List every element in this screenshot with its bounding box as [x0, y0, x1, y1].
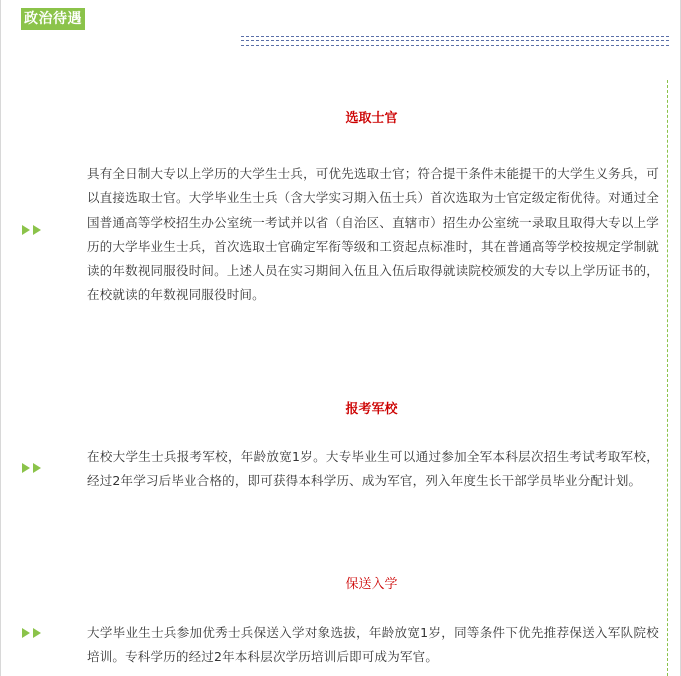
section-paragraph-recommended-admission: 大学毕业生士兵参加优秀士兵保送入学对象选拔，年龄放宽1岁，同等条件下优先推荐保送入军队院校培训。专科学历的经过2年本科层次学历培训后即可成为军官。 [87, 625, 659, 665]
section-paragraph-select-nco: 具有全日制大专以上学历的大学生士兵，可优先选取士官；符合提干条件未能提干的大学生义务兵，可以直接选取士官。大学毕业生士兵（含大学实习期入伍士兵）首次选取为士官定级定衔优待。对通过全国普通高等学校招生办公室统一考试并以省（自治区、直辖市）招生办公室统一录取且取得大专以上学历的大学毕业生士兵，首次选取士官确定军衔等级和工资起点标准时，其在普通高等学校按规定学制就读的年数视同服役时间。上述人员在实习期间入伍且入伍后取得就读院校颁发的大专以上学历证书的，在校就读的年数视同服役时间。 [87, 166, 659, 303]
section-title-military-academy: 报考军校 [345, 402, 398, 417]
header-divider [241, 36, 669, 46]
double-arrow-icon [22, 628, 44, 638]
section-paragraph-military-academy: 在校大学生士兵报考军校，年龄放宽1岁。大专毕业生可以通过参加全军本科层次招生考试考取军校，经过2年学习后毕业合格的，即可获得本科学历、成为军官，列入年度生长干部学员毕业分配计划。 [87, 449, 659, 489]
double-arrow-icon [22, 463, 44, 473]
section-title-select-nco: 选取士官 [345, 111, 398, 126]
section-header-title: 政治待遇 [21, 8, 85, 30]
section-title-recommended-admission: 保送入学 [345, 577, 398, 592]
double-arrow-icon [22, 225, 44, 235]
